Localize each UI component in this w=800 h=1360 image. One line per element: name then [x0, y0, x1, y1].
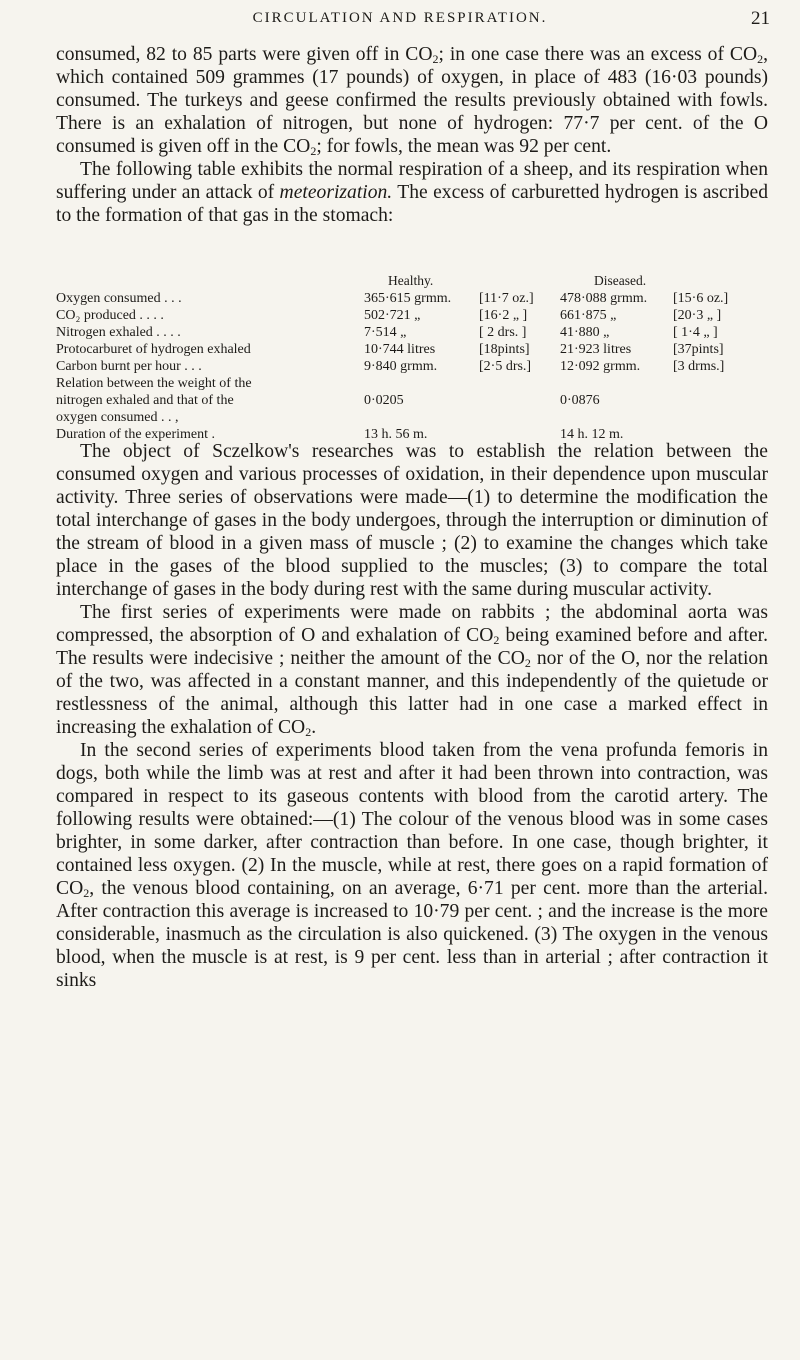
- paragraph-2: The following table exhibits the normal respiration of a sheep, and its respiration when suffering under an attack of meteorization. The excess of carburetted hydrogen is ascribed to the formation of that gas in the stomach:: [56, 159, 768, 226]
- diseased-value: 661·875 „: [560, 308, 617, 323]
- healthy-equivalent: [18pints]: [479, 342, 530, 357]
- row-label: Oxygen consumed . . .: [56, 291, 182, 306]
- running-head: [0, 10, 800, 40]
- relation-label-line: Relation between the weight of the: [56, 376, 252, 391]
- diseased-equivalent: [ 1·4 „ ]: [673, 325, 718, 340]
- header-healthy: Healthy.: [388, 273, 434, 288]
- row-label: Duration of the experiment .: [56, 427, 216, 442]
- healthy-value: 9·840 grmm.: [364, 359, 438, 374]
- paragraph-4: The first series of experiments were made on rabbits ; the abdominal aorta was compressed, the absorption of O and exhalation of $CO_2$ being examined before and after. The results were indecisive ; neither the amount of the $CO_2$ nor of the O, nor the relation of the two, was affected in a constant manner, and this independently of the quietude or restlessness of the animal, although this latter had in one case a marked effect in increasing the exhalation of $CO_2$.: [56, 602, 768, 739]
- upper-text: [56, 43, 768, 227]
- paragraph-3: The object of Sczelkow's researches was to establish the relation between the consumed oxygen and various processes of oxidation, in their dependence upon muscular activity. Three series of observations were made—(1) to determine the modification the total interchange of gases in the body undergoes, through the interruption or diminution of the stream of blood in a given mass of muscle ; (2) to examine the changes which take place in the gases of the blood supplied to the muscles; (3) to compare the total interchange of gases in the body during rest with the same during muscular activity.: [56, 441, 768, 600]
- table-row-relation: [56, 375, 768, 426]
- healthy-value: 13 h. 56 m.: [364, 427, 428, 442]
- healthy-value: 7·514 „: [364, 325, 407, 340]
- paragraph-1: consumed, 82 to 85 parts were given off in $CO_2$; in one case there was an excess of $CO_2$, which contained 509 grammes (17 pounds) of oxygen, in place of 483 (16·03 pounds) consumed. The turkeys and geese confirmed the results previously obtained with fowls. There is an exhalation of nitrogen, but none of hydrogen: 77·7 per cent. of the O consumed is given off in the $CO_2$; for fowls, the mean was 92 per cent.: [56, 44, 769, 158]
- row-label: CO₂ produced . . . .: [56, 308, 164, 323]
- diseased-equivalent: [15·6 oz.]: [673, 291, 729, 306]
- healthy-equivalent: [2·5 drs.]: [479, 359, 532, 374]
- row-label: Carbon burnt per hour . . .: [56, 359, 202, 374]
- diseased-equivalent: [37pints]: [673, 342, 724, 357]
- healthy-value: 502·721 „: [364, 308, 421, 323]
- header-diseased: Diseased.: [594, 273, 647, 288]
- table-row: [56, 307, 768, 324]
- diseased-value: 0·0876: [560, 393, 600, 408]
- healthy-equivalent: [11·7 oz.]: [479, 291, 534, 306]
- diseased-value: 12·092 grmm.: [560, 359, 641, 374]
- table-row: [56, 290, 768, 307]
- diseased-value: 14 h. 12 m.: [560, 427, 624, 442]
- table-row: [56, 358, 768, 375]
- diseased-value: 21·923 litres: [560, 342, 632, 357]
- table-header: [56, 272, 768, 290]
- healthy-value: 10·744 litres: [364, 342, 436, 357]
- diseased-value: 41·880 „: [560, 325, 610, 340]
- running-head-title: CIRCULATION AND RESPIRATION.: [252, 10, 548, 26]
- row-label: Protocarburet of hydrogen exhaled: [56, 342, 251, 357]
- lower-text: [56, 440, 768, 992]
- relation-label-line: nitrogen exhaled and that of the: [56, 393, 234, 408]
- relation-label-line: oxygen consumed . . ,: [56, 410, 179, 425]
- table-row: [56, 324, 768, 341]
- healthy-equivalent: [ 2 drs. ]: [479, 325, 527, 340]
- diseased-value: 478·088 grmm.: [560, 291, 648, 306]
- table-row: [56, 341, 768, 358]
- respiration-table: [56, 272, 768, 443]
- healthy-value: 0·0205: [364, 393, 404, 408]
- relation-label: [56, 375, 252, 426]
- healthy-value: 365·615 grmm.: [364, 291, 452, 306]
- paragraph-5: In the second series of experiments blood taken from the vena profunda femoris in dogs, both while the limb was at rest and after it had been thrown into contraction, was compared in respect to its gaseous contents with blood from the carotid artery. The following results were obtained:—(1) The colour of the venous blood was in some cases brighter, in some darker, after contraction than before. In one case, though brighter, it contained less oxygen. (2) In the muscle, while at rest, there goes on a rapid formation of $CO_2$, the venous blood containing, on an average, 6·71 per cent. more than the arterial. After contraction this average is increased to 10·79 per cent. ; and the increase is the more considerable, inasmuch as the circulation is also quickened. (3) The oxygen in the venous blood, when the muscle is at rest, is 9 per cent. less than in arterial ; after contraction it sinks: [56, 740, 768, 991]
- healthy-equivalent: [16·2 „ ]: [479, 308, 528, 323]
- page-number: 21: [751, 8, 770, 29]
- row-label: Nitrogen exhaled . . . .: [56, 325, 181, 340]
- diseased-equivalent: [3 drms.]: [673, 359, 725, 374]
- diseased-equivalent: [20·3 „ ]: [673, 308, 722, 323]
